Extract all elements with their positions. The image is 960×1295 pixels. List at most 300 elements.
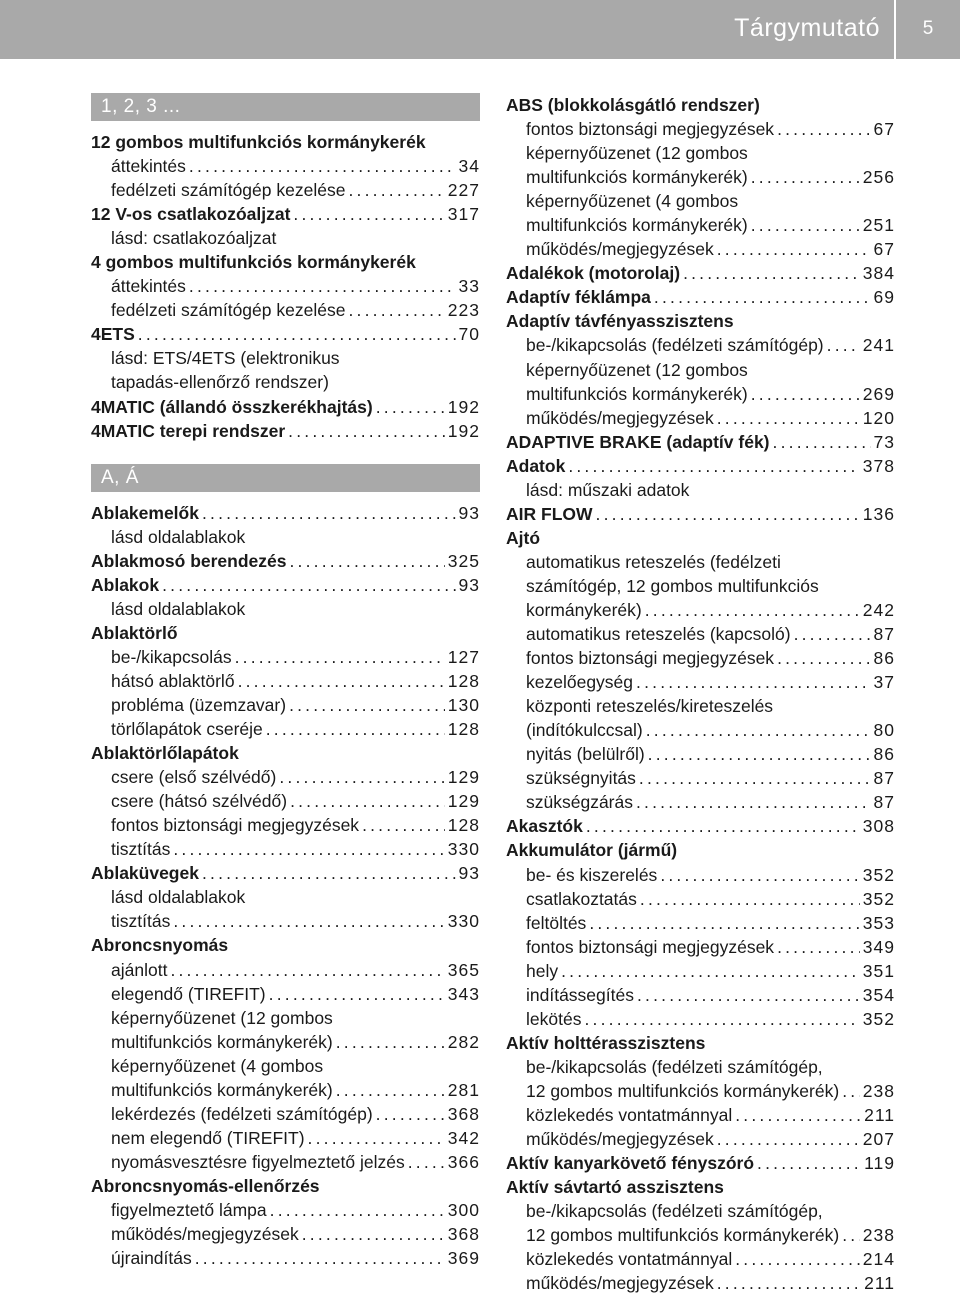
entry-text: Adatok	[506, 455, 566, 476]
entry-text: képernyőüzenet (4 gombos	[526, 191, 739, 212]
entry-text: Abroncsnyomás	[91, 935, 229, 956]
dot-leader	[751, 382, 860, 406]
dot-leader	[648, 742, 871, 766]
entry-text: probléma (üzemzavar)	[111, 694, 287, 715]
page-reference: 227	[447, 180, 480, 201]
index-entry	[506, 1151, 895, 1175]
entry-text: fontos biztonsági megjegyzések	[526, 648, 775, 669]
dot-leader	[639, 766, 871, 790]
page-reference: 238	[862, 1225, 895, 1246]
page-reference: 256	[862, 167, 895, 188]
page-number: 5	[922, 18, 934, 39]
entry-text: 4MATIC terepi rendszer	[91, 420, 286, 441]
index-subentry	[91, 693, 480, 717]
page-reference: 242	[862, 599, 895, 620]
entry-text: képernyőüzenet (12 gombos	[111, 1007, 333, 1028]
entry-text: lekérdezés (fedélzeti számítógép)	[111, 1103, 373, 1124]
index-subentry	[506, 983, 895, 1007]
entry-text: képernyőüzenet (12 gombos	[526, 359, 748, 380]
index-subentry	[506, 790, 895, 814]
index-entry	[506, 93, 895, 117]
dot-leader	[376, 1102, 445, 1126]
page-reference: 300	[447, 1199, 480, 1220]
index-subentry	[91, 1054, 480, 1078]
section-header: A, Á	[91, 464, 480, 492]
dot-leader	[173, 837, 444, 861]
entry-text: működés/megjegyzések	[526, 407, 714, 428]
dot-leader	[238, 669, 445, 693]
page-reference: 93	[458, 863, 480, 884]
page-reference: 86	[873, 744, 895, 765]
entry-text: 4 gombos multifunkciós kormánykerék	[91, 252, 416, 273]
entry-text: Aktív sávtartó asszisztens	[506, 1177, 724, 1198]
dot-leader	[189, 154, 456, 178]
index-subentry	[506, 1199, 895, 1223]
entry-text: multifunkciós kormánykerék)	[526, 383, 748, 404]
index-subentry	[91, 645, 480, 669]
dot-leader	[637, 983, 860, 1007]
page-reference: 87	[873, 768, 895, 789]
index-entry	[506, 430, 895, 454]
entry-text: kormánykerék)	[526, 599, 642, 620]
page-reference: 351	[862, 960, 895, 981]
entry-text: áttekintés	[111, 276, 186, 297]
entry-text: csatlakoztatás	[526, 888, 637, 909]
dot-leader	[794, 622, 871, 646]
index-subentry	[91, 274, 480, 298]
index-entry	[91, 741, 480, 765]
page-title: Tárgymutató	[734, 14, 880, 42]
dot-leader	[717, 237, 871, 261]
page-reference: 93	[458, 574, 480, 595]
index-subentry	[91, 226, 480, 250]
index-entry	[506, 838, 895, 862]
index-subentry	[506, 117, 895, 141]
dot-leader	[596, 502, 860, 526]
index-column-left	[91, 93, 480, 1270]
index-subentry	[91, 669, 480, 693]
dot-leader	[645, 598, 860, 622]
entry-text: 12 gombos multifunkciós kormánykerék)	[526, 1080, 840, 1101]
entry-text: 12 gombos multifunkciós kormánykerék	[91, 132, 426, 152]
entry-text: közlekedés vontatmánnyal	[526, 1249, 733, 1270]
dot-leader	[717, 406, 860, 430]
index-subentry	[91, 1006, 480, 1030]
page-reference: 352	[862, 864, 895, 885]
dot-leader	[735, 1103, 861, 1127]
page-reference: 241	[862, 335, 895, 356]
page-reference: 130	[447, 694, 480, 715]
index-entry	[506, 454, 895, 478]
index-subentry	[91, 370, 480, 394]
page-reference: 368	[447, 1224, 480, 1245]
entry-text: Ablakmosó berendezés	[91, 550, 287, 571]
index-subentry	[506, 718, 895, 742]
page-reference: 251	[862, 215, 895, 236]
entry-text: Akasztók	[506, 816, 583, 837]
index-entry	[506, 285, 895, 309]
dot-leader	[162, 573, 455, 597]
section-header: 1, 2, 3 ...	[91, 93, 480, 121]
entry-text: tisztítás	[111, 839, 171, 860]
dot-leader	[138, 322, 456, 346]
index-subentry	[91, 765, 480, 789]
page-reference: 223	[447, 300, 480, 321]
index-subentry	[506, 574, 895, 598]
page-reference: 282	[447, 1031, 480, 1052]
dot-leader	[640, 887, 860, 911]
index-entry	[506, 261, 895, 285]
page-reference: 119	[864, 1153, 895, 1174]
page-reference: 211	[864, 1104, 895, 1125]
entry-text: elegendő (TIREFIT)	[111, 983, 266, 1004]
page-reference: 70	[458, 324, 480, 345]
dot-leader	[170, 958, 444, 982]
index-subentry	[91, 789, 480, 813]
entry-text: fontos biztonsági megjegyzések	[526, 936, 775, 957]
entry-text: csere (hátsó szélvédő)	[111, 791, 288, 812]
index-subentry	[506, 333, 895, 357]
dot-leader	[202, 861, 456, 885]
dot-leader	[842, 1079, 860, 1103]
dot-leader	[636, 790, 871, 814]
index-entry	[91, 861, 480, 885]
page-reference: 80	[873, 720, 895, 741]
page-reference: 352	[862, 888, 895, 909]
entry-text: működés/megjegyzések	[111, 1224, 299, 1245]
page-reference: 87	[873, 792, 895, 813]
dot-leader	[270, 1198, 445, 1222]
dot-leader	[202, 501, 456, 525]
page-reference: 128	[447, 719, 480, 740]
index-subentry	[91, 525, 480, 549]
index-subentry	[91, 597, 480, 621]
index-subentry	[506, 598, 895, 622]
entry-text: Ablaküvegek	[91, 863, 199, 884]
entry-text: 12 V-os csatlakozóaljzat	[91, 204, 291, 225]
dot-leader	[173, 909, 444, 933]
dot-leader	[717, 1271, 861, 1295]
index-subentry	[506, 406, 895, 430]
entry-text: tapadás-ellenőrző rendszer)	[111, 372, 329, 393]
dot-leader	[751, 213, 860, 237]
page-reference: 378	[862, 455, 895, 476]
dot-leader	[235, 645, 445, 669]
entry-text: kezelőegység	[526, 672, 634, 693]
index-subentry	[91, 982, 480, 1006]
index-entry	[506, 814, 895, 838]
section-spacer	[91, 443, 480, 464]
index-subentry	[506, 1079, 895, 1103]
entry-text: fontos biztonsági megjegyzések	[111, 815, 360, 836]
dot-leader	[290, 789, 445, 813]
index-subentry	[506, 550, 895, 574]
dot-leader	[584, 1007, 859, 1031]
page-reference: 349	[862, 936, 895, 957]
dot-leader	[362, 813, 445, 837]
page-reference: 384	[862, 263, 895, 284]
index-subentry	[506, 622, 895, 646]
page-reference: 308	[862, 816, 895, 837]
page-reference: 33	[458, 276, 480, 297]
entry-text: lásd oldalablakok	[111, 526, 246, 547]
page-reference: 192	[447, 396, 480, 417]
page-reference: 281	[447, 1079, 480, 1100]
index-subentry	[91, 813, 480, 837]
index-subentry	[91, 154, 480, 178]
dot-leader	[777, 646, 870, 670]
index-subentry	[506, 959, 895, 983]
page-reference: 192	[447, 420, 480, 441]
page-reference: 73	[873, 431, 895, 452]
index-entry	[91, 1174, 480, 1198]
entry-text: 4ETS	[91, 324, 135, 345]
entry-text: lásd oldalablakok	[111, 598, 246, 619]
entry-text: nyomásvesztésre figyelmeztető jelzés	[111, 1151, 405, 1172]
index-entry	[506, 1031, 895, 1055]
dot-leader	[757, 1151, 861, 1175]
index-entry	[91, 395, 480, 419]
entry-text: be-/kikapcsolás (fedélzeti számítógép)	[526, 335, 824, 356]
index-subentry	[91, 1198, 480, 1222]
index-subentry	[506, 887, 895, 911]
index-subentry	[506, 766, 895, 790]
page-reference: 129	[447, 767, 480, 788]
entry-text: szükségzárás	[526, 792, 633, 813]
index-entry	[91, 322, 480, 346]
entry-text: központi reteszelés/kireteszelés	[526, 696, 774, 717]
entry-text: be-/kikapcsolás (fedélzeti számítógép,	[526, 1201, 823, 1222]
index-subentry	[91, 1246, 480, 1270]
index-subentry	[91, 837, 480, 861]
page-reference: 317	[447, 204, 480, 225]
entry-text: figyelmeztető lámpa	[111, 1199, 267, 1220]
entry-text: (indítókulccsal)	[526, 720, 643, 741]
entry-text: képernyőüzenet (12 gombos	[526, 143, 748, 164]
entry-text: multifunkciós kormánykerék)	[111, 1031, 333, 1052]
dot-leader	[636, 670, 871, 694]
entry-text: ajánlott	[111, 959, 168, 980]
page-reference: 238	[862, 1080, 895, 1101]
entry-text: áttekintés	[111, 156, 186, 177]
entry-text: multifunkciós kormánykerék)	[111, 1079, 333, 1100]
index-subentry	[506, 165, 895, 189]
dot-leader	[308, 1126, 445, 1150]
dot-leader	[589, 911, 859, 935]
index-subentry	[506, 1223, 895, 1247]
entry-text: Aktív kanyarkövető fényszóró	[506, 1153, 755, 1174]
entry-text: fontos biztonsági megjegyzések	[526, 119, 775, 140]
entry-text: feltöltés	[526, 912, 587, 933]
page-reference: 93	[458, 502, 480, 523]
dot-leader	[777, 935, 860, 959]
index-entry	[91, 573, 480, 597]
page-reference: 37	[873, 672, 895, 693]
index-subentry	[506, 1127, 895, 1151]
page-reference: 366	[447, 1151, 480, 1172]
index-subentry	[506, 1103, 895, 1127]
index-subentry	[506, 1247, 895, 1271]
index-entry	[91, 130, 480, 154]
index-entry	[91, 501, 480, 525]
dot-leader	[561, 959, 860, 983]
index-entry	[91, 419, 480, 443]
entry-text: Adalékok (motorolaj)	[506, 263, 681, 284]
entry-text: lásd: csatlakozóaljzat	[111, 228, 277, 249]
index-subentry	[91, 1150, 480, 1174]
index-subentry	[91, 958, 480, 982]
dot-leader	[654, 285, 871, 309]
page-reference: 211	[864, 1273, 895, 1294]
index-entry	[91, 202, 480, 226]
index-column-right	[506, 93, 895, 1295]
index-subentry	[91, 1126, 480, 1150]
page-reference: 207	[862, 1129, 895, 1150]
dot-leader	[408, 1150, 445, 1174]
entry-text: közlekedés vontatmánnyal	[526, 1104, 733, 1125]
dot-leader	[568, 454, 859, 478]
entry-text: lásd: ETS/4ETS (elektronikus	[111, 348, 340, 369]
entry-text: törlőlapátok cseréje	[111, 719, 263, 740]
index-subentry	[506, 911, 895, 935]
index-subentry	[91, 1030, 480, 1054]
entry-text: indítássegítés	[526, 984, 634, 1005]
page-reference: 269	[862, 383, 895, 404]
dot-leader	[376, 395, 445, 419]
entry-text: fedélzeti számítógép kezelése	[111, 180, 346, 201]
entry-text: 12 gombos multifunkciós kormánykerék)	[526, 1225, 840, 1246]
dot-leader	[302, 1222, 445, 1246]
page-reference: 352	[862, 1008, 895, 1029]
page-reference: 69	[873, 287, 895, 308]
entry-text: be- és kiszerelés	[526, 864, 658, 885]
entry-text: ADAPTIVE BRAKE (adaptív fék)	[506, 431, 770, 452]
page-reference: 86	[873, 648, 895, 669]
index-subentry	[91, 1078, 480, 1102]
dot-leader	[269, 982, 445, 1006]
dot-leader	[289, 549, 444, 573]
dot-leader	[646, 718, 871, 742]
page-reference: 129	[447, 791, 480, 812]
entry-text: fedélzeti számítógép kezelése	[111, 300, 346, 321]
page-reference: 120	[862, 407, 895, 428]
entry-text: képernyőüzenet (4 gombos	[111, 1055, 324, 1076]
entry-text: csere (első szélvédő)	[111, 767, 277, 788]
index-subentry	[91, 909, 480, 933]
entry-text: lásd: műszaki adatok	[526, 479, 690, 500]
dot-leader	[279, 765, 444, 789]
entry-text: Ablakemelők	[91, 502, 199, 523]
dot-leader	[336, 1078, 445, 1102]
page-reference: 67	[873, 119, 895, 140]
entry-text: automatikus reteszelés (kapcsoló)	[526, 624, 791, 645]
page-reference: 330	[447, 911, 480, 932]
page-reference: 353	[862, 912, 895, 933]
entry-text: multifunkciós kormánykerék)	[526, 167, 748, 188]
page-reference: 128	[447, 815, 480, 836]
entry-text: működés/megjegyzések	[526, 239, 714, 260]
entry-text: Adaptív távfényasszisztens	[506, 311, 734, 332]
index-subentry	[506, 646, 895, 670]
page-reference: 127	[447, 646, 480, 667]
index-subentry	[506, 141, 895, 165]
index-subentry	[91, 178, 480, 202]
entry-text: 4MATIC (állandó összkerékhajtás)	[91, 396, 373, 417]
index-subentry	[506, 670, 895, 694]
index-subentry	[506, 237, 895, 261]
index-entry	[506, 526, 895, 550]
index-entry	[91, 250, 480, 274]
dot-leader	[289, 693, 445, 717]
entry-text: Aktív holttérasszisztens	[506, 1032, 706, 1053]
page-reference: 354	[862, 984, 895, 1005]
dot-leader	[336, 1030, 445, 1054]
index-entry	[506, 502, 895, 526]
entry-text: AIR FLOW	[506, 503, 593, 524]
page-reference: 368	[447, 1103, 480, 1124]
index-subentry	[91, 298, 480, 322]
index-subentry	[506, 935, 895, 959]
page-reference: 87	[873, 624, 895, 645]
page-reference: 369	[447, 1248, 480, 1269]
entry-text: Akkumulátor (jármű)	[506, 840, 678, 861]
dot-leader	[777, 117, 870, 141]
entry-text: lásd oldalablakok	[111, 887, 246, 908]
entry-text: multifunkciós kormánykerék)	[526, 215, 748, 236]
page-reference: 325	[447, 550, 480, 571]
entry-text: szükségnyitás	[526, 768, 636, 789]
entry-text: Ablaktörlőlapátok	[91, 743, 239, 764]
dot-leader	[751, 165, 860, 189]
entry-text: be-/kikapcsolás	[111, 646, 232, 667]
dot-leader	[842, 1223, 860, 1247]
index-subentry	[506, 694, 895, 718]
entry-text: nyitás (belülről)	[526, 744, 645, 765]
entry-text: lekötés	[526, 1008, 582, 1029]
index-entry	[506, 1175, 895, 1199]
index-subentry	[506, 863, 895, 887]
entry-text: működés/megjegyzések	[526, 1273, 714, 1294]
index-entry	[91, 549, 480, 573]
entry-text: számítógép, 12 gombos multifunkciós	[526, 575, 819, 596]
entry-text: nem elegendő (TIREFIT)	[111, 1127, 305, 1148]
entry-text: Adaptív féklámpa	[506, 287, 651, 308]
index-subentry	[506, 358, 895, 382]
index-subentry	[91, 885, 480, 909]
dot-leader	[348, 298, 444, 322]
page-reference: 136	[862, 503, 895, 524]
dot-leader	[683, 261, 860, 285]
page-reference: 330	[447, 839, 480, 860]
index-subentry	[91, 346, 480, 370]
index-entry	[506, 309, 895, 333]
index-subentry	[506, 213, 895, 237]
entry-text: Ajtó	[506, 527, 541, 548]
page-reference: 342	[447, 1127, 480, 1148]
dot-leader	[288, 419, 445, 443]
index-subentry	[506, 382, 895, 406]
index-subentry	[91, 1222, 480, 1246]
dot-leader	[293, 202, 444, 226]
page-header	[0, 0, 960, 59]
entry-text: Abroncsnyomás-ellenőrzés	[91, 1175, 320, 1196]
entry-text: ABS (blokkolásgátló rendszer)	[506, 95, 760, 115]
index-subentry	[506, 1055, 895, 1079]
index-subentry	[91, 1102, 480, 1126]
dot-leader	[735, 1247, 860, 1271]
page-reference: 67	[873, 239, 895, 260]
index-subentry	[91, 717, 480, 741]
